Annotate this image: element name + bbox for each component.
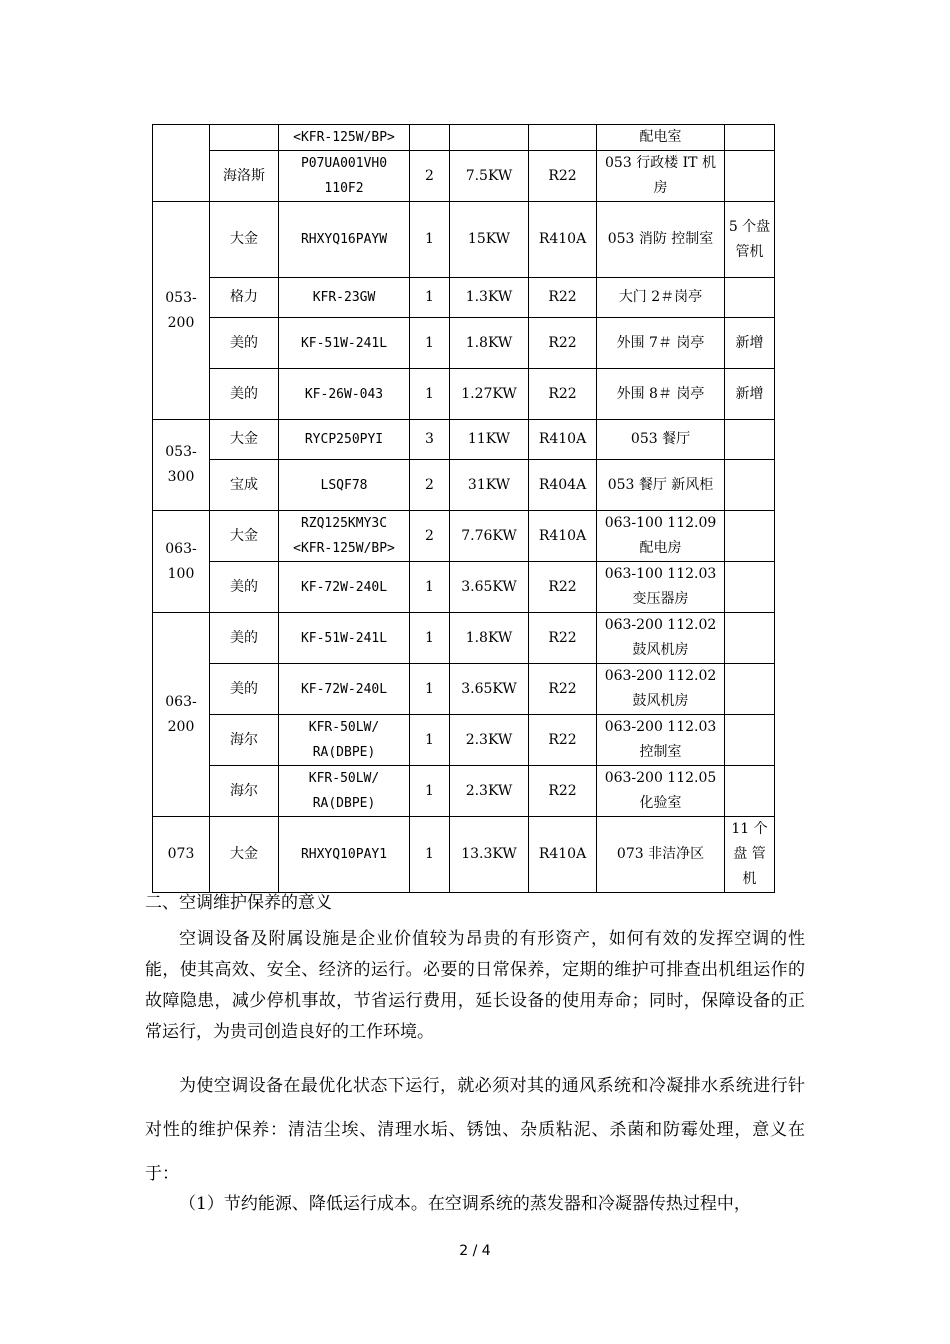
power-cell: 11KW [450,420,529,460]
paragraph-point-1: （1）节约能源、降低运行成本。在空调系统的蒸发器和冷凝器传热过程中， [179,1194,751,1214]
note-cell [725,511,775,562]
note-cell: 新增 [725,369,775,420]
qty-cell: 1 [410,613,450,664]
qty-cell: 1 [410,318,450,369]
note-cell [725,420,775,460]
location-cell: 063-200 112.02 鼓风机房 [597,613,725,664]
location-cell: 053 餐厅 [597,420,725,460]
power-cell: 3.65KW [450,664,529,715]
power-cell: 31KW [450,460,529,511]
table-row [153,460,775,511]
table-row [153,511,775,562]
paragraph-significance: 空调设备及附属设施是企业价值较为昂贵的有形资产，如何有效的发挥空调的性能，使其高效、安全、经济的运行。必要的日常保养，定期的维护可排查出机组运作的故障隐患，减少停机事故，节省运行费用，延长设备的使用寿命；同时，保障设备的正常运行，为贵司创造良好的工作环境。 [145,929,805,1042]
location-cell: 053 行政楼 IT 机房 [597,151,725,202]
qty-cell: 3 [410,420,450,460]
note-cell [725,151,775,202]
refrigerant-cell: R410A [529,420,597,460]
power-cell: 13.3KW [450,817,529,893]
note-cell: 11 个盘 管机 [725,817,775,893]
qty-cell: 1 [410,278,450,318]
table-row [153,420,775,460]
power-cell: 1.27KW [450,369,529,420]
location-cell: 053 消防 控制室 [597,202,725,278]
group-cell: 063- 200 [153,613,210,817]
model-cell: KF-51W-241L [279,613,410,664]
location-cell: 073 非洁净区 [597,817,725,893]
brand-cell: 美的 [210,613,279,664]
brand-cell: 海尔 [210,766,279,817]
refrigerant-cell: R404A [529,460,597,511]
power-cell: 2.3KW [450,766,529,817]
refrigerant-cell: R410A [529,511,597,562]
refrigerant-cell: R22 [529,562,597,613]
note-cell [725,715,775,766]
qty-cell [410,125,450,151]
section-heading: 二、空调维护保养的意义 [145,893,332,913]
brand-cell: 大金 [210,202,279,278]
table-row [153,664,775,715]
note-cell: 5 个盘 管机 [725,202,775,278]
model-cell: KF-26W-043 [279,369,410,420]
brand-cell: 海尔 [210,715,279,766]
power-cell: 1.8KW [450,318,529,369]
brand-cell: 海洛斯 [210,151,279,202]
location-cell: 063-200 112.05 化验室 [597,766,725,817]
refrigerant-cell: R22 [529,664,597,715]
qty-cell: 2 [410,151,450,202]
location-cell: 063-100 112.03 变压器房 [597,562,725,613]
refrigerant-cell: R22 [529,715,597,766]
brand-cell: 大金 [210,817,279,893]
qty-cell: 1 [410,202,450,278]
model-cell: KF-72W-240L [279,664,410,715]
group-cell: 063- 100 [153,511,210,613]
power-cell: 1.3KW [450,278,529,318]
location-cell: 配电室 [597,125,725,151]
table-row [153,766,775,817]
qty-cell: 1 [410,369,450,420]
qty-cell: 2 [410,460,450,511]
model-cell: LSQF78 [279,460,410,511]
power-cell: 15KW [450,202,529,278]
model-cell: RHXYQ10PAY1 [279,817,410,893]
power-cell: 2.3KW [450,715,529,766]
note-cell [725,562,775,613]
table-row [153,151,775,202]
brand-cell: 格力 [210,278,279,318]
qty-cell: 1 [410,766,450,817]
group-cell [153,125,210,202]
page-number: 2 / 4 [459,1243,491,1259]
model-cell: <KFR-125W/BP> [279,125,410,151]
location-cell: 063-200 112.02 鼓风机房 [597,664,725,715]
brand-cell: 大金 [210,420,279,460]
ac-equipment-table [152,124,775,893]
table-row [153,562,775,613]
model-cell: RYCP250PYI [279,420,410,460]
group-cell: 073 [153,817,210,893]
refrigerant-cell: R22 [529,318,597,369]
group-cell: 053- 200 [153,202,210,420]
model-cell: KFR-50LW/ RA(DBPE) [279,766,410,817]
table-row [153,817,775,893]
table-row [153,125,775,151]
table-row [153,613,775,664]
location-cell: 外围 8＃ 岗亭 [597,369,725,420]
table-row [153,369,775,420]
location-cell: 外围 7＃ 岗亭 [597,318,725,369]
refrigerant-cell: R410A [529,202,597,278]
brand-cell: 美的 [210,562,279,613]
brand-cell: 美的 [210,664,279,715]
power-cell: 1.8KW [450,613,529,664]
refrigerant-cell: R410A [529,817,597,893]
model-cell: RHXYQ16PAYW [279,202,410,278]
power-cell: 7.5KW [450,151,529,202]
table-row [153,715,775,766]
model-cell: KFR-50LW/ RA(DBPE) [279,715,410,766]
note-cell [725,664,775,715]
power-cell: 3.65KW [450,562,529,613]
model-cell: RZQ125KMY3C <KFR-125W/BP> [279,511,410,562]
table-row [153,278,775,318]
note-cell: 新增 [725,318,775,369]
paragraph-maintenance-scope: 为使空调设备在最优化状态下运行，就必须对其的通风系统和冷凝排水系统进行针对性的维护保养：清洁尘埃、清理水垢、锈蚀、杂质粘泥、杀菌和防霉处理，意义在于： [145,1076,805,1184]
power-cell [450,125,529,151]
table-row [153,202,775,278]
refrigerant-cell: R22 [529,151,597,202]
table-row [153,318,775,369]
note-cell [725,125,775,151]
power-cell: 7.76KW [450,511,529,562]
note-cell [725,613,775,664]
refrigerant-cell [529,125,597,151]
group-cell: 053- 300 [153,420,210,511]
location-cell: 063-200 112.03 控制室 [597,715,725,766]
note-cell [725,278,775,318]
model-cell: KF-72W-240L [279,562,410,613]
brand-cell: 大金 [210,511,279,562]
qty-cell: 1 [410,817,450,893]
qty-cell: 2 [410,511,450,562]
refrigerant-cell: R22 [529,278,597,318]
qty-cell: 1 [410,715,450,766]
brand-cell: 美的 [210,369,279,420]
refrigerant-cell: R22 [529,369,597,420]
note-cell [725,766,775,817]
brand-cell: 宝成 [210,460,279,511]
refrigerant-cell: R22 [529,766,597,817]
refrigerant-cell: R22 [529,613,597,664]
location-cell: 063-100 112.09 配电房 [597,511,725,562]
qty-cell: 1 [410,562,450,613]
model-cell: KF-51W-241L [279,318,410,369]
model-cell: P07UA001VH0 110F2 [279,151,410,202]
note-cell [725,460,775,511]
location-cell: 大门 2＃岗亭 [597,278,725,318]
brand-cell [210,125,279,151]
location-cell: 053 餐厅 新风柜 [597,460,725,511]
qty-cell: 1 [410,664,450,715]
brand-cell: 美的 [210,318,279,369]
model-cell: KFR-23GW [279,278,410,318]
